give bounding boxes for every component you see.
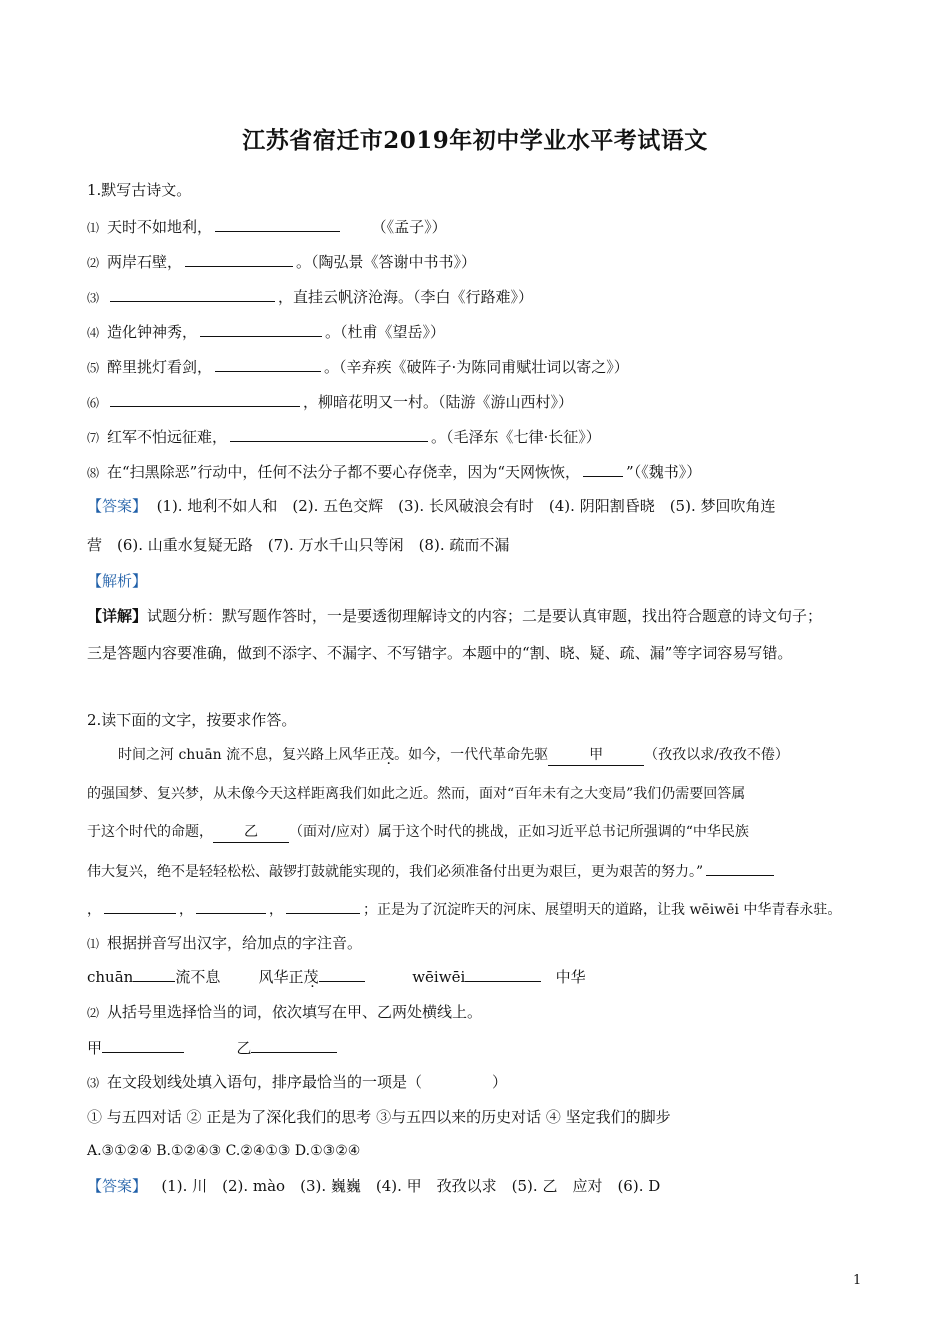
q2-choices: A.③①②④ B.①②④③ C.②④①③ D.①③②④ xyxy=(87,1143,361,1159)
passage-line-4: 伟大复兴，绝不是轻轻松松、敲锣打鼓就能实现的，我们必须准备付出更为艰巨，更为艰苦的努力。” xyxy=(87,860,777,882)
q1-item-5: ⑸ 醉里挑灯看剑， 。（辛弃疾《破阵子·为陈同甫赋壮词以寄之》） xyxy=(87,358,629,376)
q1-item-2: ⑵ 两岸石壁， 。（陶弘景《答谢中书书》） xyxy=(87,253,477,271)
q1-item-3: ⑶ ，直挂云帆济沧海。（李白《行路难》） xyxy=(87,288,534,306)
page-title: 江苏省宿迁市2019年初中学业水平考试语文 xyxy=(242,127,708,154)
answer-label: 【答案】 xyxy=(87,1177,148,1195)
sentence-blank[interactable] xyxy=(104,898,176,914)
answer-blank[interactable] xyxy=(110,286,275,302)
passage-line-2: 的强国梦、复兴梦，从未像今天这样距离我们如此之近。然而，面对“百年未有之大变局”我们仍需要回答属 xyxy=(87,786,746,802)
q2-sub-1: ⑴ 根据拼音写出汉字，给加点的字注音。 xyxy=(87,934,363,952)
blank-jia[interactable]: 甲 xyxy=(548,745,644,766)
q2-sub-3: ⑶ 在文段划线处填入语句，排序最恰当的一项是（ ） xyxy=(87,1073,508,1091)
answer-blank[interactable] xyxy=(465,966,541,982)
analysis-label: 【解析】 xyxy=(87,572,148,590)
passage-line-5: ， ， ， ；正是为了沉淀昨天的河床、展望明天的道路，让我 wēiwēi 中华青春永驻。 xyxy=(87,898,841,920)
sentence-blank[interactable] xyxy=(706,860,774,876)
answer-blank[interactable] xyxy=(185,251,293,267)
q2-heading: 2.读下面的文字，按要求作答。 xyxy=(87,711,297,729)
page-number: 1 xyxy=(853,1273,862,1288)
q2-sub-2: ⑵ 从括号里选择恰当的词，依次填写在甲、乙两处横线上。 xyxy=(87,1003,483,1021)
answer-blank[interactable] xyxy=(200,321,322,337)
q1-item-4: ⑷ 造化钟神秀， 。（杜甫《望岳》） xyxy=(87,323,446,341)
answer-blank[interactable] xyxy=(215,216,340,232)
q2-sub-2-blanks: 甲 乙 xyxy=(87,1037,337,1058)
q1-item-1: ⑴ 天时不如地利， （《孟子》） xyxy=(87,218,447,236)
q1-answer-line-2: 营 (6). 山重水复疑无路 (7). 万水千山只等闲 (8). 疏而不漏 xyxy=(87,536,510,554)
blank-yi[interactable]: 乙 xyxy=(213,822,289,843)
sentence-blank[interactable] xyxy=(196,898,266,914)
q1-answer-line-1: 【答案】 (1). 地利不如人和 (2). 五色交辉 (3). 长风破浪会有时 (4). 阴阳割昏晓 (5). 梦回吹角连 xyxy=(87,497,776,515)
answer-blank[interactable] xyxy=(319,966,365,982)
answer-blank[interactable] xyxy=(251,1037,337,1053)
answer-blank[interactable] xyxy=(102,1037,184,1053)
answer-label: 【答案】 xyxy=(87,497,148,515)
passage-line-3: 于这个时代的命题， 乙 （面对/应对）属于这个时代的挑战，正如习近平总书记所强调的“中华民族 xyxy=(87,822,749,843)
answer-blank[interactable] xyxy=(230,426,428,442)
passage-line-1: 时间之河 chuān 流不息，复兴路上风华正茂。如今，一代代革命先驱 甲 （孜孜以求/孜孜不倦） xyxy=(118,745,789,766)
q1-item-7: ⑺ 红军不怕远征难， 。（毛泽东《七律·长征》） xyxy=(87,428,601,446)
q2-options: ① 与五四对话 ② 正是为了深化我们的思考 ③与五四以来的历史对话 ④ 坚定我们的脚步 xyxy=(87,1108,671,1126)
q1-detail-line-2: 三是答题内容要准确，做到不添字、不漏字、不写错字。本题中的“割、晓、疑、疏、漏”等字词容易写错。 xyxy=(87,644,793,662)
answer-blank[interactable] xyxy=(215,356,321,372)
sentence-blank[interactable] xyxy=(286,898,360,914)
q1-detail-line-1: 【详解】试题分析：默写题作答时，一是要透彻理解诗文的内容；二是要认真审题，找出符合题意的诗文句子； xyxy=(87,607,823,625)
item-number: ⑴ xyxy=(87,221,100,235)
q2-answer: 【答案】 (1). 川 (2). mào (3). 巍巍 (4). 甲 孜孜以求 (5). 乙 应对 (6). D xyxy=(87,1177,661,1195)
q2-sub-1-blanks: chuān 流不息 风华正茂 wēiwēi 中华 xyxy=(87,968,586,986)
q1-heading: 1.默写古诗文。 xyxy=(87,181,192,199)
answer-blank[interactable] xyxy=(583,461,623,477)
q1-item-6: ⑹ ，柳暗花明又一村。（陆游《游山西村》） xyxy=(87,393,574,411)
q1-item-8: ⑻ 在“扫黑除恶”行动中，任何不法分子都不要心存侥幸，因为“天网恢恢， ”（《魏书》） xyxy=(87,463,702,481)
detail-label: 【详解】 xyxy=(87,607,148,625)
answer-blank[interactable] xyxy=(133,966,175,982)
answer-blank[interactable] xyxy=(110,391,300,407)
